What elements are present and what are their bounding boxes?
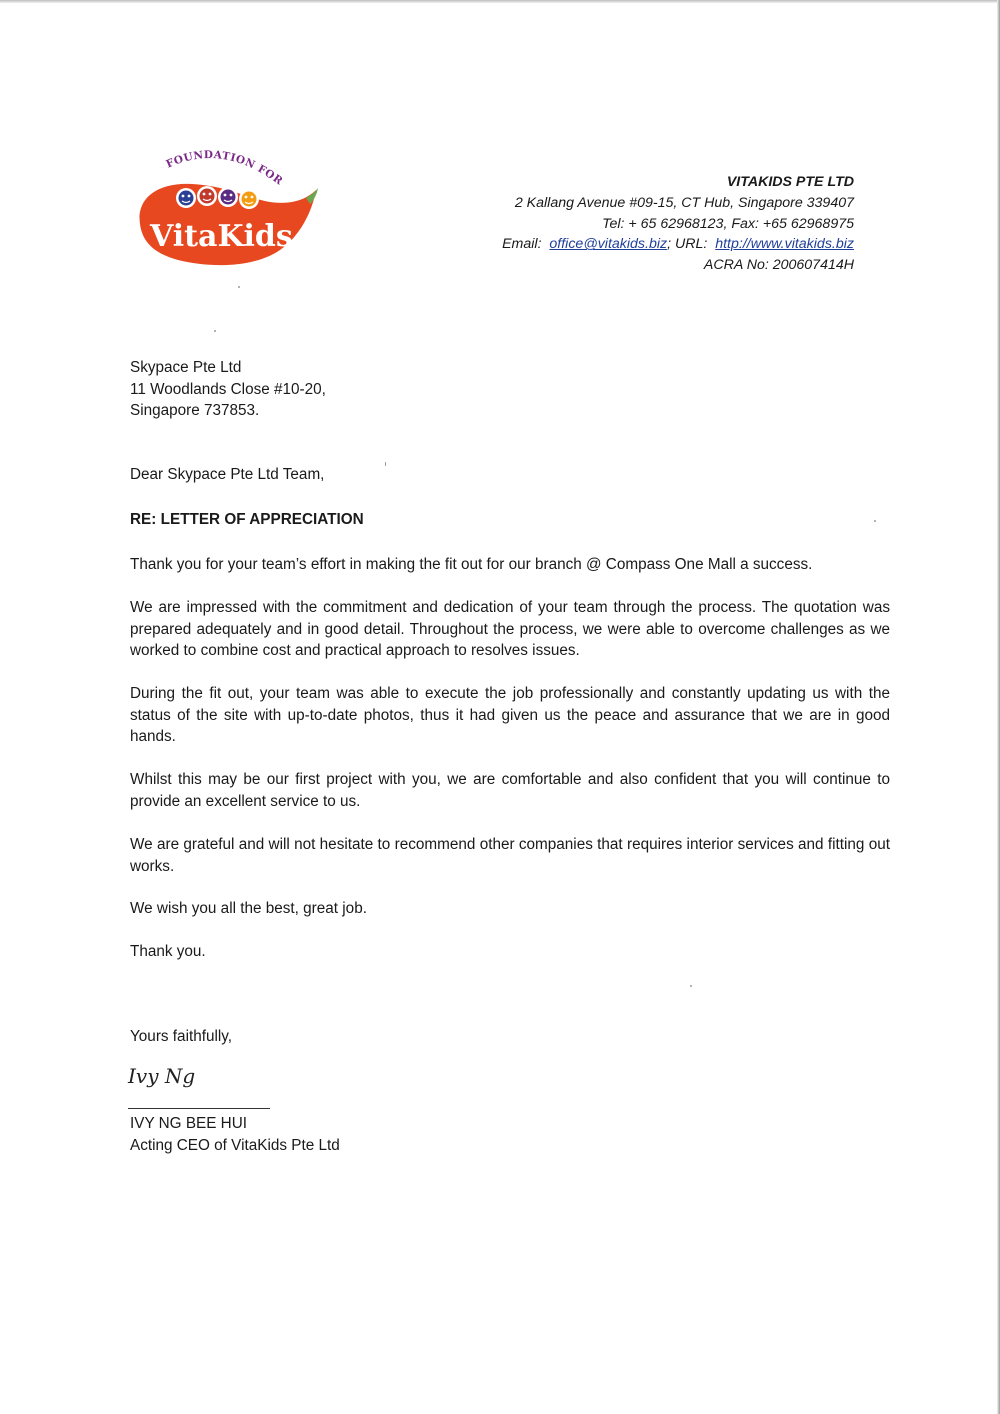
recipient-line-3: Singapore 737853. [130, 402, 260, 419]
scan-speck [385, 462, 386, 466]
signer-title: Acting CEO of VitaKids Pte Ltd [130, 1136, 340, 1154]
subject-line: RE: LETTER OF APPRECIATION [130, 511, 364, 528]
body-paragraph-5: We are grateful and will not hesitate to recommend other companies that requires interior services and fitting out works. [130, 836, 890, 875]
company-acra: ACRA No: 200607414H [703, 257, 854, 274]
body-paragraph-3: During the fit out, your team was able to execute the job professionally and constantly updating us with the status of the site with up-to-date photos, thus it had given us the peace and assurance that we are in good hands. [130, 685, 890, 745]
email-label: Email: [502, 236, 542, 253]
website-link[interactable]: http://www.vitakids.biz [715, 236, 854, 253]
signer-block [130, 1113, 890, 1156]
url-label: ; URL: [667, 236, 708, 253]
scan-speck [690, 985, 692, 987]
body-paragraph-2: We are impressed with the commitment and dedication of your team through the process. The quotation was prepared adequately and in good detail. Throughout the process, we were able to overcome challenges as we worked to combine cost and practical approach to resolves issues. [130, 599, 890, 659]
recipient-line-2: 11 Woodlands Close #10-20, [130, 380, 326, 398]
recipient-line-1: Skypace Pte Ltd [130, 359, 242, 376]
handwritten-signature: Ivy Ng [128, 1064, 196, 1088]
logo-arc-text: FOUNDATION FOR [164, 149, 285, 188]
scan-edge-top [0, 0, 1000, 3]
signer-name: IVY NG BEE HUI [130, 1115, 248, 1132]
closing: Yours faithfully, [130, 1028, 233, 1045]
body-paragraph-4: Whilst this may be our first project with you, we are comfortable and also confident that you will continue to provide an excellent service to us. [130, 771, 890, 810]
body-paragraph-7: Thank you. [130, 943, 206, 960]
vitakids-leaf-logo-icon [130, 140, 325, 280]
svg-text:FOUNDATION FOR LIFE [130, 140, 285, 188]
recipient-address [130, 357, 890, 422]
logo-brand-text: VitaKids [150, 219, 293, 254]
company-tel-fax: Tel: + 65 62968123, Fax: +65 62968975 [602, 215, 854, 232]
scan-speck [238, 286, 240, 288]
company-address: 2 Kallang Avenue #09-15, CT Hub, Singapore 339407 [514, 194, 854, 211]
salutation: Dear Skypace Pte Ltd Team, [130, 466, 325, 483]
letterhead [374, 172, 854, 276]
signature-line [128, 1108, 270, 1109]
vitakids-logo [130, 140, 325, 280]
company-name: VITAKIDS PTE LTD [726, 174, 854, 190]
body-paragraph-6: We wish you all the best, great job. [130, 900, 367, 917]
body-paragraph-1: Thank you for your team’s effort in making the fit out for our branch @ Compass One Mall a success. [130, 556, 813, 573]
scan-speck [874, 520, 876, 522]
email-link[interactable]: office@vitakids.biz [549, 236, 668, 253]
company-contact-line [374, 234, 854, 255]
scan-speck [214, 330, 216, 332]
